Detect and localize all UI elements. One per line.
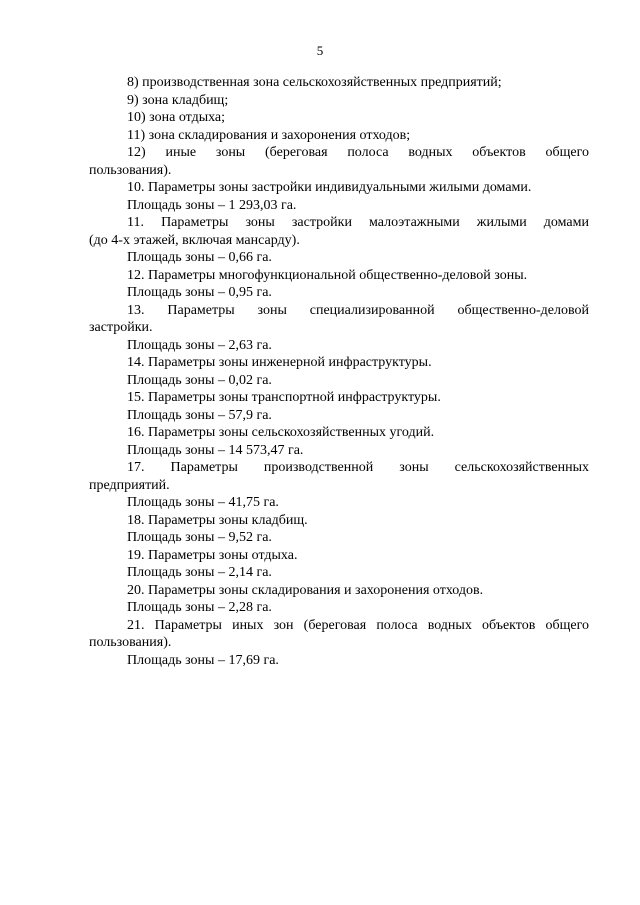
section-11-title-line1: 11. Параметры зоны застройки малоэтажными жилыми домами <box>127 215 589 230</box>
section-15-title: 15. Параметры зоны транспортной инфраструктуры. <box>127 390 441 405</box>
section-20-title: 20. Параметры зоны складирования и захоронения отходов. <box>127 582 484 598</box>
section-16-title: 16. Параметры зоны сельскохозяйственных угодий. <box>127 425 435 440</box>
section-21-area: Площадь зоны – 17,69 га. <box>127 652 279 668</box>
list-item-8: 8) производственная зона сельскохозяйственных предприятий; <box>127 75 502 90</box>
section-17-title-line2: предприятий. <box>89 477 170 493</box>
section-15-area: Площадь зоны – 57,9 га. <box>127 407 272 423</box>
section-13-area: Площадь зоны – 2,63 га. <box>127 337 272 353</box>
section-20-area: Площадь зоны – 2,28 га. <box>127 600 272 615</box>
page-number: 5 <box>316 43 324 58</box>
section-13-title-line1: 13. Параметры зоны специализированной общественно-деловой <box>127 302 589 318</box>
section-11-area: Площадь зоны – 0,66 га. <box>127 250 272 265</box>
section-19-title: 19. Параметры зоны отдыха. <box>127 547 298 563</box>
section-11-title-line2: (до 4-х этажей, включая мансарду). <box>89 232 300 248</box>
section-21-title-line1: 21. Параметры иных зон (береговая полоса водных объектов общего <box>127 617 589 633</box>
section-12-title: 12. Параметры многофункциональной общественно-деловой зоны. <box>127 267 528 283</box>
section-21-title-line2: пользования). <box>89 635 172 650</box>
section-18-title: 18. Параметры зоны кладбищ. <box>127 512 308 528</box>
list-item-9: 9) зона кладбищ; <box>127 92 229 108</box>
section-10-title: 10. Параметры зоны застройки индивидуальными жилыми домами. <box>127 180 532 195</box>
list-item-10: 10) зона отдыха; <box>127 110 226 125</box>
section-19-area: Площадь зоны – 2,14 га. <box>127 565 272 580</box>
section-14-area: Площадь зоны – 0,02 га. <box>127 372 272 388</box>
list-item-12-line2: пользования). <box>89 162 172 178</box>
section-14-title: 14. Параметры зоны инженерной инфраструктуры. <box>127 355 432 370</box>
list-item-12-line1: 12) иные зоны (береговая полоса водных объектов общего <box>127 145 589 160</box>
section-16-area: Площадь зоны – 14 573,47 га. <box>127 442 304 458</box>
section-18-area: Площадь зоны – 9,52 га. <box>127 530 272 545</box>
section-17-area: Площадь зоны – 41,75 га. <box>127 495 279 510</box>
section-10-area: Площадь зоны – 1 293,03 га. <box>127 197 297 213</box>
list-item-11: 11) зона складирования и захоронения отходов; <box>127 127 411 143</box>
section-12-area: Площадь зоны – 0,95 га. <box>127 285 272 300</box>
section-17-title-line1: 17. Параметры производственной зоны сельскохозяйственных <box>127 460 589 475</box>
document-body <box>89 74 589 669</box>
section-13-title-line2: застройки. <box>89 320 153 335</box>
